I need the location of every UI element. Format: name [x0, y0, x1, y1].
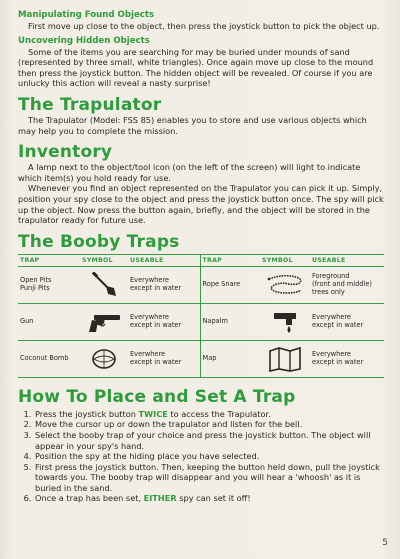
list-item [34, 409, 384, 420]
rope-snare-icon [260, 266, 310, 303]
booby-traps-table [18, 254, 384, 378]
table-row [18, 303, 384, 340]
trap-name: Rope Snare [200, 266, 260, 303]
trap-name: Coconut Bomb [18, 340, 80, 377]
list-item [34, 493, 384, 504]
trap-name: Open Pits Punji Pits [18, 266, 80, 303]
manipulating-text: First move up close to the object, then press the joystick button to pick the object up. [28, 21, 380, 31]
trap-usage: Foreground (front and middle) trees only [310, 266, 384, 303]
trap-usage: Everywhere except in water [310, 303, 384, 340]
map-icon [260, 340, 310, 377]
trap-usage: Everywhere except in water [128, 266, 200, 303]
emphasis-twice: TWICE [138, 408, 168, 419]
gun-icon [80, 303, 128, 340]
inventory-text-2: Whenever you find an object represented on the Trapulator you can pick it up. Simply, position your spy close to the object and press the joystick button once. The spy will pick up the object. Now press the button again, briefly, and the object will be stored in the trapulator ready for future use. [18, 183, 384, 226]
header-trap: TRAP [200, 254, 260, 266]
list-item: 3. Select the booby trap of your choice and press the joystick button. The object will appear in your spy's hand. [34, 430, 384, 451]
place-trap-heading: How To Place and Set A Trap [18, 386, 296, 407]
coconut-bomb-icon [80, 340, 128, 377]
header-useable: USEABLE [128, 254, 200, 266]
step-text: to access the Trapulator. [167, 408, 271, 419]
uncovering-heading: Uncovering Hidden Objects [18, 35, 150, 46]
table-header-row [18, 254, 384, 266]
inventory-text-1: A lamp next to the object/tool icon (on the left of the screen) will light to indicate which item(s) you hold ready for use. [18, 162, 361, 183]
trap-name: Gun [18, 303, 80, 340]
place-trap-steps [18, 409, 384, 504]
table-row [18, 266, 384, 303]
trap-usage: Everywhere except in water [310, 340, 384, 377]
uncovering-text: Some of the items you are searching for may be buried under mounds of sand (represented by three small, white triangles). Once again move up close to the mound then press the joystick button. The hidden object will be revealed. Of course if you are unlucky this action will reveal a nasty surprise! [18, 46, 374, 89]
shovel-icon [80, 266, 128, 303]
header-symbol: SYMBOL [80, 254, 128, 266]
page-content [18, 10, 384, 504]
trap-name: Map [200, 340, 260, 377]
trap-usage: Everwhere except in water [128, 340, 200, 377]
booby-traps-heading: The Booby Traps [18, 231, 180, 252]
list-item: 2. Move the cursor up or down the trapulator and listen for the bell. [34, 419, 384, 430]
trap-name: Napalm [200, 303, 260, 340]
page-number: 5 [382, 538, 388, 548]
step-text: Once a trap has been set, [35, 493, 144, 504]
table-row [18, 340, 384, 377]
header-trap: TRAP [18, 254, 80, 266]
trap-usage: Everywhere except in water [128, 303, 200, 340]
header-symbol: SYMBOL [260, 254, 310, 266]
manipulating-heading: Manipulating Found Objects [18, 10, 155, 20]
trapulator-heading: The Trapulator [18, 94, 162, 115]
step-text: Press the joystick button [35, 408, 139, 419]
inventory-heading: Inventory [18, 142, 113, 163]
trapulator-text: The Trapulator (Model: FSS 85) enables you to store and use various objects which may help you to complete the mission. [18, 114, 367, 136]
step-text: spy can set it off! [176, 493, 251, 504]
napalm-icon [260, 303, 310, 340]
list-item: 5. First press the joystick button. Then, keeping the button held down, pull the joystick towards you. The booby trap will disappear and you will hear a 'whoosh' as it is buried in the sand. [34, 462, 384, 494]
emphasis-either: EITHER [143, 493, 177, 504]
header-useable: USEABLE [310, 254, 384, 266]
list-item: 4. Position the spy at the hiding place you have selected. [34, 451, 384, 462]
